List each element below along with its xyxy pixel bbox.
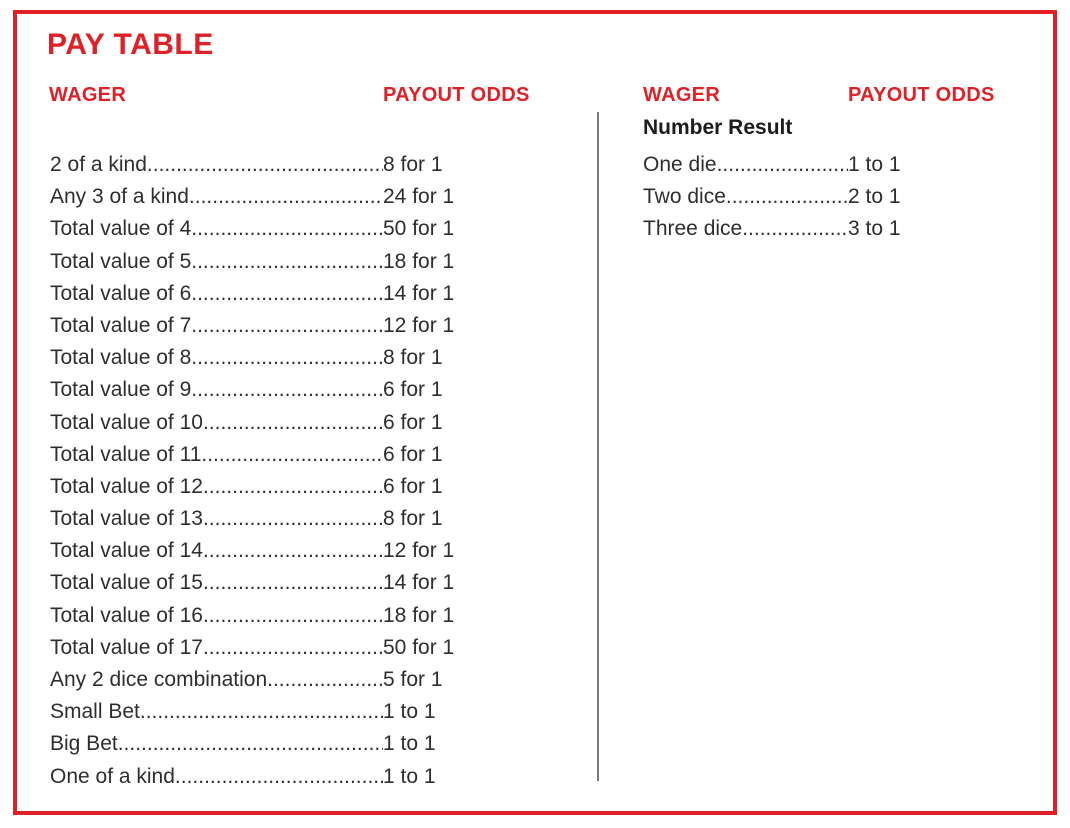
wager-with-leader: [50, 567, 383, 599]
payout-value: 6 for 1: [383, 410, 443, 434]
wager-with-leader: [50, 503, 383, 535]
payout-value: 18 for 1: [383, 603, 455, 627]
wager-with-leader: [50, 728, 383, 760]
payout-value: 6 for 1: [383, 378, 443, 402]
wager-label: Total value of 4: [50, 217, 192, 241]
payout-value: 5 for 1: [383, 668, 443, 691]
pay-table-row: [50, 567, 464, 599]
wager-label: Total value of 7: [50, 313, 192, 337]
leader-dots: [203, 407, 383, 439]
wager-label: 2 of a kind: [50, 153, 147, 176]
wager-label: Total value of 9: [50, 378, 192, 402]
wager-label: Total value of 17: [50, 635, 203, 659]
wager-with-leader: [50, 761, 383, 793]
column-divider: [597, 112, 599, 781]
right-wager-column-header: WAGER: [643, 84, 721, 106]
pay-table-row: [50, 278, 464, 310]
wager-label: Total value of 10: [50, 410, 203, 434]
leader-dots: [140, 696, 383, 728]
wager-with-leader: [50, 374, 383, 406]
right-pay-table-rows: [643, 149, 943, 246]
pay-table-row: [643, 149, 943, 181]
leader-dots: [189, 181, 383, 213]
pay-table-row: [50, 728, 464, 760]
wager-with-leader: [50, 342, 383, 374]
leader-dots: [191, 213, 383, 245]
wager-label: Any 2 dice combination: [50, 668, 268, 691]
left-wager-column-header: WAGER: [49, 84, 127, 106]
right-payout-odds-column-header: PAYOUT ODDS: [848, 84, 995, 106]
wager-with-leader: [643, 181, 848, 213]
payout-value: 6 for 1: [383, 474, 443, 498]
left-payout-odds-column-header: PAYOUT ODDS: [383, 84, 530, 106]
wager-label: Three dice: [643, 217, 743, 241]
payout-value: 24 for 1: [383, 185, 455, 209]
wager-label: Total value of 14: [50, 539, 203, 563]
wager-label: Total value of 13: [50, 507, 203, 531]
number-result-subheader: Number Result: [643, 116, 793, 139]
payout-value: 1 to 1: [383, 732, 436, 756]
leader-dots: [191, 342, 383, 374]
pay-table-row: [50, 696, 464, 728]
wager-with-leader: [50, 632, 383, 664]
payout-value: 3 to 1: [848, 217, 901, 241]
wager-label: One die: [643, 153, 717, 176]
pay-table-row: [50, 213, 464, 245]
pay-table-row: [50, 407, 464, 439]
pay-table-row: [50, 181, 464, 213]
wager-with-leader: [50, 696, 383, 728]
leader-dots: [191, 278, 383, 310]
pay-table-row: [50, 761, 464, 793]
leader-dots: [203, 600, 383, 632]
pay-table-row: [50, 632, 464, 664]
pay-table-row: [50, 471, 464, 503]
payout-value: 1 to 1: [383, 700, 436, 724]
pay-table-row: [50, 664, 464, 696]
pay-table-row: [50, 535, 464, 567]
payout-value: 14 for 1: [383, 281, 455, 305]
leader-dots: [191, 310, 383, 342]
leader-dots: [191, 374, 383, 406]
leader-dots: [717, 149, 848, 181]
wager-with-leader: [643, 149, 848, 181]
payout-value: 8 for 1: [383, 346, 443, 370]
wager-label: Big Bet: [50, 732, 118, 756]
payout-value: 14 for 1: [383, 571, 455, 595]
wager-with-leader: [50, 664, 383, 696]
wager-label: Small Bet: [50, 700, 140, 724]
pay-table-row: [50, 439, 464, 471]
leader-dots: [201, 439, 383, 471]
wager-with-leader: [50, 407, 383, 439]
wager-with-leader: [50, 535, 383, 567]
pay-table-row: [50, 374, 464, 406]
leader-dots: [203, 471, 383, 503]
leader-dots: [742, 213, 848, 245]
pay-table-row: [50, 342, 464, 374]
wager-label: Total value of 16: [50, 603, 203, 627]
wager-label: Total value of 8: [50, 346, 192, 370]
pay-table-row: [50, 503, 464, 535]
wager-label: Total value of 5: [50, 249, 192, 273]
payout-value: 1 to 1: [383, 764, 436, 788]
wager-with-leader: [50, 278, 383, 310]
payout-value: 18 for 1: [383, 249, 455, 273]
wager-with-leader: [50, 181, 383, 213]
leader-dots: [203, 567, 383, 599]
leader-dots: [203, 535, 383, 567]
wager-label: Total value of 6: [50, 281, 192, 305]
leader-dots: [191, 246, 383, 278]
wager-label: Total value of 11: [50, 442, 202, 466]
payout-value: 12 for 1: [383, 539, 455, 563]
wager-with-leader: [50, 439, 383, 471]
wager-with-leader: [50, 310, 383, 342]
wager-with-leader: [50, 213, 383, 245]
payout-value: 8 for 1: [383, 507, 443, 531]
payout-value: 50 for 1: [383, 217, 455, 241]
pay-table-row: [50, 246, 464, 278]
leader-dots: [175, 761, 383, 793]
wager-label: Total value of 15: [50, 571, 203, 595]
leader-dots: [118, 728, 383, 760]
wager-with-leader: [50, 600, 383, 632]
wager-label: Total value of 12: [50, 474, 203, 498]
pay-table-row: [643, 213, 943, 245]
wager-with-leader: [643, 213, 848, 245]
wager-label: Two dice: [643, 185, 726, 209]
wager-label: One of a kind: [50, 764, 175, 788]
page-title: PAY TABLE: [47, 28, 214, 61]
pay-table-row: [50, 600, 464, 632]
leader-dots: [203, 632, 383, 664]
wager-with-leader: [50, 246, 383, 278]
payout-value: 12 for 1: [383, 313, 455, 337]
wager-with-leader: [50, 149, 383, 181]
payout-value: 1 to 1: [848, 153, 901, 176]
payout-value: 2 to 1: [848, 185, 901, 209]
leader-dots: [147, 149, 383, 181]
pay-table-row: [50, 149, 464, 181]
pay-table-row: [643, 181, 943, 213]
payout-value: 8 for 1: [383, 153, 443, 176]
left-pay-table-rows: [50, 149, 464, 793]
payout-value: 50 for 1: [383, 635, 455, 659]
leader-dots: [267, 664, 383, 696]
leader-dots: [203, 503, 383, 535]
payout-value: 6 for 1: [383, 442, 443, 466]
pay-table-row: [50, 310, 464, 342]
wager-with-leader: [50, 471, 383, 503]
leader-dots: [726, 181, 848, 213]
wager-label: Any 3 of a kind: [50, 185, 189, 209]
